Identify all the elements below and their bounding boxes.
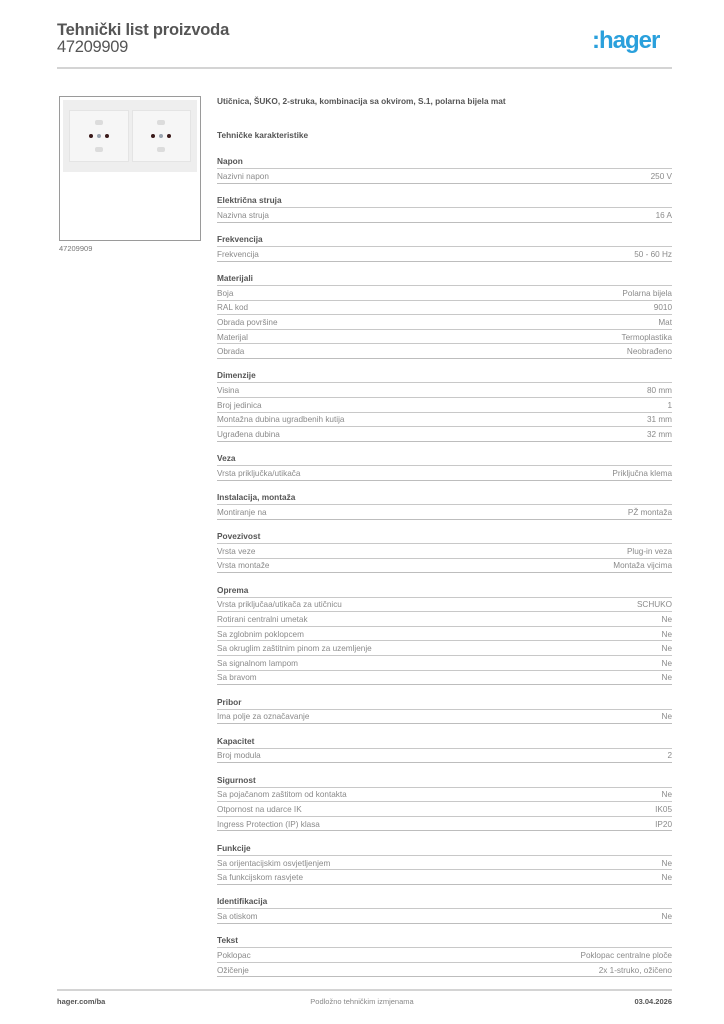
spec-value: PŽ montaža [627,507,672,517]
spec-value: Ne [661,629,672,639]
spec-value: 2 [667,751,672,761]
spec-label: Ožičenje [217,965,249,975]
spec-row [217,344,672,359]
spec-section [217,491,672,520]
spec-row [217,286,672,301]
section-title: Materijali [217,272,672,286]
spec-value: 80 mm [646,386,672,396]
spec-row [217,641,672,656]
specs-heading: Tehničke karakteristike [217,130,309,140]
spec-value: 1 [667,400,672,410]
spec-row [217,817,672,832]
spec-row [217,169,672,184]
document-title: Tehnički list proizvoda [57,21,230,39]
spec-value: 2x 1-struko, ožičeno [598,965,672,975]
spec-label: Vrsta veze [217,546,256,556]
spec-section [217,194,672,223]
center-icon [97,134,101,138]
spec-label: Visina [217,386,240,396]
spec-value: 9010 [653,303,672,313]
spec-label: Montiranje na [217,507,267,517]
footer-date: 03.04.2026 [634,997,672,1006]
spec-value: SCHUKO [636,600,672,610]
spec-row [217,788,672,803]
spec-section [217,696,672,725]
spec-row [217,208,672,223]
spec-value: Poklopac centralne ploče [580,951,672,961]
section-title: Instalacija, montaža [217,491,672,505]
section-title: Frekvencija [217,233,672,247]
spec-row [217,909,672,924]
spec-value: 31 mm [646,415,672,425]
spec-value: Ne [661,873,672,883]
spec-value: 16 A [655,210,672,220]
spec-value: Ne [661,644,672,654]
spec-row [217,963,672,978]
spec-label: Sa funkcijskom rasvjete [217,873,304,883]
pin-hole-icon [167,134,171,138]
spec-value: Polarna bijela [622,288,672,298]
spec-row [217,330,672,345]
image-caption: 47209909 [59,244,93,253]
spec-row [217,656,672,671]
spec-label: Montažna dubina ugradbenih kutija [217,415,345,425]
spec-row [217,627,672,642]
product-number: 47209909 [57,38,129,56]
spec-row [217,427,672,442]
spec-label: Ugrađena dubina [217,429,280,439]
spec-value: Termoplastika [621,332,672,342]
earth-clip-icon [157,147,165,152]
section-title: Pribor [217,696,672,710]
spec-row [217,383,672,398]
spec-label: Ingress Protection (IP) klasa [217,819,320,829]
section-title: Identifikacija [217,895,672,909]
spec-value: 32 mm [646,429,672,439]
spec-label: Ima polje za označavanje [217,712,310,722]
spec-label: Materijal [217,332,248,342]
section-title: Električna struja [217,194,672,208]
section-title: Dimenzije [217,369,672,383]
spec-row [217,413,672,428]
pin-hole-icon [105,134,109,138]
spec-value: Ne [661,658,672,668]
spec-row [217,856,672,871]
spec-row [217,612,672,627]
spec-section [217,452,672,481]
spec-row [217,398,672,413]
spec-label: Nazivna struja [217,210,269,220]
spec-label: Sa okruglim zaštitnim pinom za uzemljenje [217,644,372,654]
spec-section [217,369,672,441]
spec-label: Sa otiskom [217,912,258,922]
product-image [59,96,201,241]
spec-value: Montaža vijcima [613,561,672,571]
spec-label: Broj jedinica [217,400,262,410]
spec-row [217,559,672,574]
center-icon [159,134,163,138]
spec-row [217,315,672,330]
section-title: Povezivost [217,530,672,544]
spec-value: Ne [661,912,672,922]
specs-table [217,155,672,988]
section-title: Kapacitet [217,735,672,749]
pin-hole-icon [151,134,155,138]
socket-right [132,110,192,162]
spec-section [217,233,672,262]
spec-label: Nazivni napon [217,171,269,181]
earth-clip-icon [157,120,165,125]
spec-label: Sa zglobnim poklopcem [217,629,304,639]
spec-label: Frekvencija [217,249,259,259]
header-divider [57,67,672,69]
spec-value: Ne [661,712,672,722]
spec-label: Vrsta montaže [217,561,270,571]
pin-hole-icon [89,134,93,138]
spec-value: Plug-in veza [626,546,672,556]
spec-label: Otpornost na udarce IK [217,804,302,814]
spec-value: Ne [661,790,672,800]
spec-row [217,870,672,885]
spec-value: Priključna klema [612,468,672,478]
spec-label: Sa pojačanom zaštitom od kontakta [217,790,347,800]
spec-label: RAL kod [217,303,249,313]
spec-section [217,774,672,832]
spec-value: Mat [658,317,672,327]
spec-row [217,948,672,963]
earth-clip-icon [95,147,103,152]
spec-value: Ne [661,673,672,683]
section-title: Funkcije [217,842,672,856]
footer-disclaimer: Podložno tehničkim izmjenama [310,997,414,1006]
spec-value: 50 - 60 Hz [634,249,672,259]
spec-label: Obrada [217,347,245,357]
section-title: Oprema [217,584,672,598]
spec-value: IK05 [655,804,672,814]
spec-row [217,301,672,316]
spec-row [217,544,672,559]
spec-label: Obrada površine [217,317,278,327]
spec-row [217,671,672,686]
section-title: Tekst [217,934,672,948]
spec-row [217,505,672,520]
spec-label: Sa orijentacijskim osvjetljenjem [217,858,331,868]
spec-row [217,598,672,613]
spec-row [217,466,672,481]
spec-section [217,155,672,184]
spec-value: Neobrađeno [626,347,672,357]
spec-label: Poklopac [217,951,251,961]
earth-clip-icon [95,120,103,125]
section-title: Sigurnost [217,774,672,788]
spec-section [217,530,672,573]
spec-value: 250 V [650,171,672,181]
spec-label: Vrsta priključaa/utikača za utičnicu [217,600,342,610]
footer-website[interactable]: hager.com/ba [57,997,106,1006]
spec-value: IP20 [655,819,672,829]
spec-row [217,710,672,725]
spec-value: Ne [661,858,672,868]
socket-left [69,110,129,162]
spec-value: Ne [661,615,672,625]
hager-logo: :hager [592,27,660,54]
spec-label: Broj modula [217,751,261,761]
spec-section [217,934,672,977]
spec-label: Vrsta priključka/utikača [217,468,301,478]
spec-label: Sa bravom [217,673,257,683]
spec-row [217,749,672,764]
spec-label: Sa signalnom lampom [217,658,299,668]
spec-section [217,842,672,885]
spec-label: Rotirani centralni umetak [217,615,308,625]
spec-section [217,735,672,764]
spec-row [217,802,672,817]
spec-row [217,247,672,262]
spec-label: Boja [217,288,234,298]
spec-section [217,272,672,359]
footer-divider [57,989,672,991]
socket-frame [63,100,197,172]
spec-section [217,895,672,924]
product-description: Utičnica, ŠUKO, 2-struka, kombinacija sa okvirom, S.1, polarna bijela mat [217,96,506,106]
spec-section [217,584,672,686]
section-title: Napon [217,155,672,169]
section-title: Veza [217,452,672,466]
